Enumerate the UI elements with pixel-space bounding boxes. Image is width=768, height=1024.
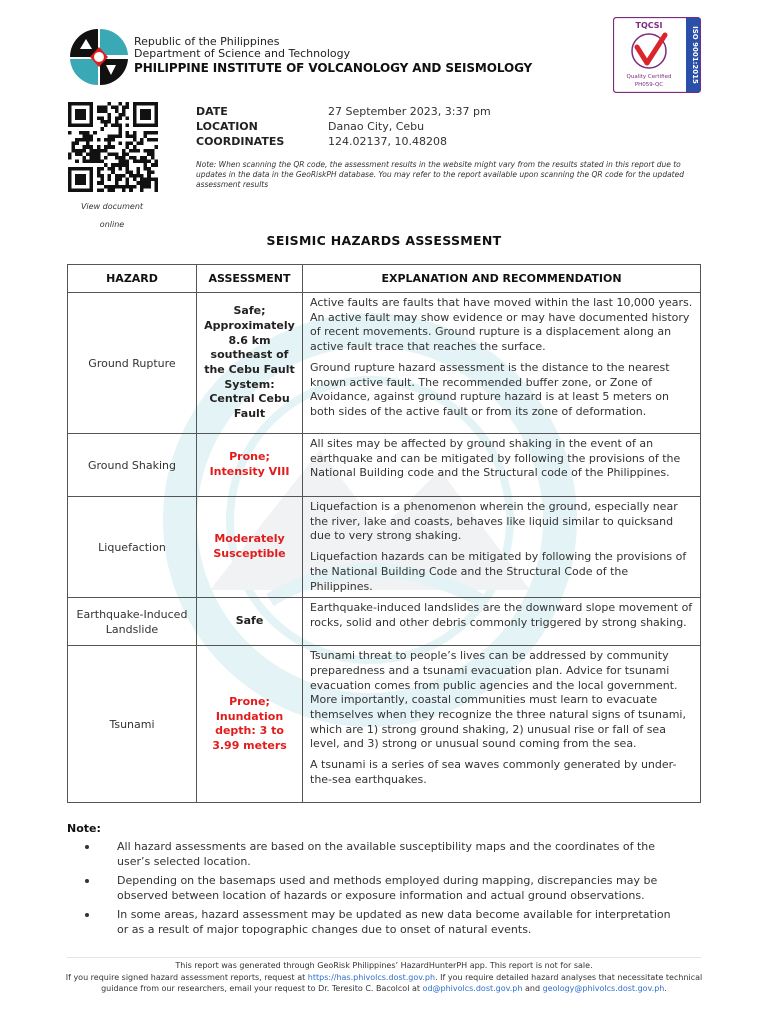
hazard-name: Liquefaction bbox=[68, 497, 197, 598]
coordinates-row bbox=[196, 134, 491, 149]
notes-title: Note: bbox=[67, 822, 101, 835]
explanation-cell bbox=[303, 598, 701, 646]
assessment-value: Safe; Approximately 8.6 km southeast of the Cebu Fault System: Central Cebu Fault bbox=[197, 293, 303, 434]
hazard-request-link[interactable]: https://has.phivolcs.dost.gov.ph bbox=[307, 972, 436, 982]
explanation-paragraph: Earthquake-induced landslides are the downward slope movement of rocks, solid and other debris commonly triggered by strong shaking. bbox=[310, 601, 693, 629]
header-explanation: EXPLANATION AND RECOMMENDATION bbox=[303, 265, 701, 293]
qr-caption-line1: View document bbox=[80, 202, 144, 211]
hazard-table bbox=[67, 264, 701, 803]
explanation-cell bbox=[303, 434, 701, 497]
date-row bbox=[196, 104, 491, 119]
table-row bbox=[68, 497, 701, 598]
hazard-name: Tsunami bbox=[68, 646, 197, 803]
table-header-row bbox=[68, 265, 701, 293]
explanation-cell bbox=[303, 497, 701, 598]
qr-caption[interactable] bbox=[62, 198, 162, 234]
footer-line2 bbox=[60, 972, 708, 995]
explanation-paragraph: Tsunami threat to people’s lives can be addressed by community preparedness and a tsunami evacuation plan. Advice for tsunami evacuation comes from public agencies and the local government. More importantly, coastal communities must learn to evacuate themselves when they recognize the three natural signs of tsunami, which are 1) strong ground shaking, 2) unusual rise or fall of sea level, and 3) strong or unusual sound coming from the sea. bbox=[310, 649, 686, 751]
table-row bbox=[68, 293, 701, 434]
assessment-value: Prone; Intensity VIII bbox=[197, 434, 303, 497]
explanation-cell bbox=[303, 293, 701, 434]
assessment-value: Prone; Inundation depth: 3 to 3.99 meters bbox=[197, 646, 303, 803]
hazard-name: Ground Shaking bbox=[68, 434, 197, 497]
republic-line: Republic of the Philippines bbox=[134, 35, 280, 48]
explanation-paragraph: All sites may be affected by ground shaking in the event of an earthquake and can be mitigated by following the provisions of the National Building code and the Structural code of the Philippines. bbox=[310, 437, 681, 480]
report-meta bbox=[196, 104, 491, 149]
list-item bbox=[80, 908, 680, 937]
iso-certified-text: Quality Certified bbox=[626, 74, 672, 80]
date-label: DATE bbox=[196, 105, 228, 118]
agency-header bbox=[134, 36, 532, 76]
table-row bbox=[68, 434, 701, 497]
bullet-icon bbox=[85, 845, 89, 849]
assessment-value: Safe bbox=[197, 598, 303, 646]
explanation-paragraph: A tsunami is a series of sea waves commonly generated by under-the-sea earthquakes. bbox=[310, 758, 677, 786]
qr-caption-line2: online bbox=[99, 220, 125, 229]
note-text: Depending on the basemaps used and methods employed during mapping, discrepancies may be observed between location of hazards or exposure information and actual ground observations. bbox=[117, 874, 658, 902]
explanation-paragraph: Liquefaction is a phenomenon wherein the ground, especially near the river, lake and coasts, behaves like liquid similar to quicksand due to very strong shaking. bbox=[310, 500, 678, 543]
iso-standard: ISO 9001:2015 bbox=[691, 26, 699, 84]
explanation-cell bbox=[303, 646, 701, 803]
footer bbox=[60, 960, 708, 995]
footer-divider bbox=[67, 957, 701, 958]
phivolcs-logo bbox=[68, 27, 130, 87]
report-title: SEISMIC HAZARDS ASSESSMENT bbox=[266, 233, 502, 248]
geology-email-link[interactable]: geology@phivolcs.dost.gov.ph bbox=[542, 984, 665, 993]
institute-name: PHILIPPINE INSTITUTE OF VOLCANOLOGY AND SEISMOLOGY bbox=[134, 61, 533, 75]
location-value: Danao City, Cebu bbox=[328, 120, 425, 133]
table-row bbox=[68, 598, 701, 646]
footer-line1: This report was generated through GeoRisk Philippines’ HazardHunterPH app. This report is not for sale. bbox=[175, 961, 593, 970]
footer-text: . If you require detailed hazard analyses that necessitate technical guidance from our researchers, email your request to Dr. Teresito C. Bacolcol at bbox=[101, 972, 703, 993]
explanation-paragraph: Active faults are faults that have moved within the last 10,000 years. An active fault may show evidence or may have documented history of recent movements. Ground rupture is a displacement along an active fault trace that reaches the surface. bbox=[310, 296, 693, 354]
hazard-name: Ground Rupture bbox=[68, 293, 197, 434]
date-value: 27 September 2023, 3:37 pm bbox=[328, 105, 491, 118]
location-label: LOCATION bbox=[196, 120, 258, 133]
footer-text: and bbox=[522, 984, 543, 993]
note-text: In some areas, hazard assessment may be updated as new data become available for interpretation or as a result of major topographic changes due to onset of natural events. bbox=[117, 908, 671, 936]
location-row bbox=[196, 119, 491, 134]
iso-brand: TQCSI bbox=[635, 21, 663, 30]
qr-code[interactable] bbox=[68, 102, 158, 192]
coordinates-label: COORDINATES bbox=[196, 135, 285, 148]
department-line: Department of Science and Technology bbox=[134, 47, 351, 60]
notes-list bbox=[80, 840, 680, 942]
od-email-link[interactable]: od@phivolcs.dost.gov.ph bbox=[422, 984, 523, 993]
note-text: All hazard assessments are based on the available susceptibility maps and the coordinates of the user’s selected location. bbox=[117, 840, 656, 868]
list-item bbox=[80, 874, 680, 903]
qr-scan-note: Note: When scanning the QR code, the assessment results in the website might vary from the results stated in this report due to updates in the data in the GeoRiskPH database. You may refer to the report available upon scanning the QR code for the updated assessment results bbox=[196, 160, 684, 189]
iso-code: PH059-QC bbox=[634, 82, 664, 88]
header-hazard: HAZARD bbox=[68, 265, 197, 293]
list-item bbox=[80, 840, 680, 869]
assessment-value: Moderately Susceptible bbox=[197, 497, 303, 598]
footer-text: . bbox=[664, 984, 667, 993]
explanation-paragraph: Liquefaction hazards can be mitigated by following the provisions of the National Building Code and the Structural Code of the Philippines. bbox=[310, 550, 687, 593]
hazard-name: Earthquake-Induced Landslide bbox=[68, 598, 197, 646]
bullet-icon bbox=[85, 879, 89, 883]
footer-text: If you require signed hazard assessment reports, request at bbox=[65, 972, 308, 982]
iso-certification-badge bbox=[613, 17, 701, 93]
bullet-icon bbox=[85, 913, 89, 917]
explanation-paragraph: Ground rupture hazard assessment is the distance to the nearest known active fault. The recommended buffer zone, or Zone of Avoidance, against ground rupture hazard is at least 5 meters on both sides of the active fault or from its zone of deformation. bbox=[310, 360, 670, 418]
table-row bbox=[68, 646, 701, 803]
coordinates-value: 124.02137, 10.48208 bbox=[328, 135, 447, 148]
header-assessment: ASSESSMENT bbox=[197, 265, 303, 293]
